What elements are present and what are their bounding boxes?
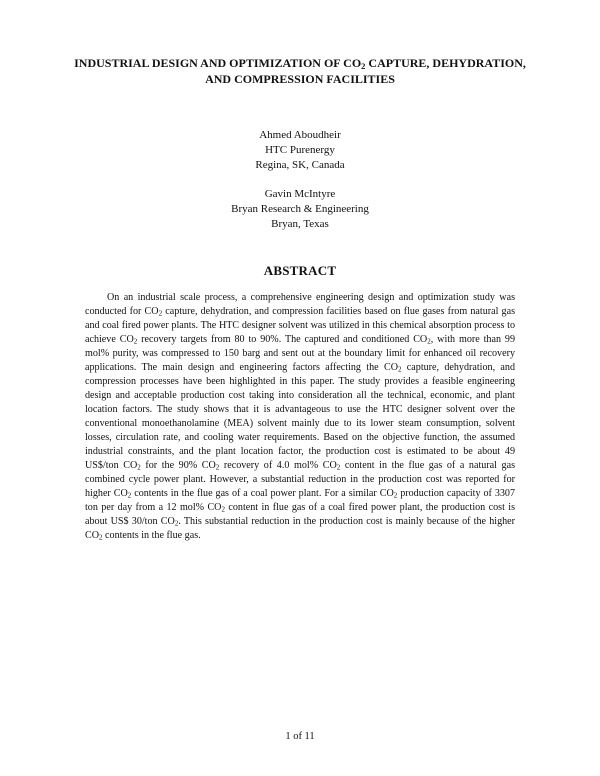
abstract-text: capture, dehydration, and compression processes have been highlighted in this paper. The study provides a feasible engineering design and acceptable production cost taking into consideration all the technical, economic, and plant location factors. The study shows that it is advantageous to use the HTC designer solvent over the conventional monoethanolamine (MEA) solvent mainly due to its lower steam consumption, solvent losses, circulation rate, and cooling water requirements. Based on the objective function, the assumed industrial constraints, and the plant location factor, the production cost is estimated to be about 49 US$/ton CO (85, 362, 515, 472)
subscript: 2 (336, 463, 341, 472)
abstract-text: On an industrial scale process, a comprehensive engineering design and optimization study was conducted for CO (85, 292, 515, 318)
subscript: 2 (158, 309, 163, 318)
abstract-text: , with more than 99 mol% purity, was compressed to 150 barg and sent out at the boundary limit for enhanced oil recovery applications. The main design and engineering factors affecting the CO (85, 334, 515, 374)
paper-title (60, 55, 540, 87)
author-affiliation: HTC Purenergy (265, 144, 335, 156)
subscript: 2 (397, 365, 402, 374)
author-name: Ahmed Aboudheir (259, 129, 341, 141)
page-number: 1 of 11 (285, 731, 315, 742)
subscript: 2 (99, 533, 103, 542)
subscript: 2 (215, 463, 220, 472)
subscript: 2 (393, 491, 398, 500)
abstract-text: . This substantial reduction in the production cost is mainly because of the higher CO (85, 516, 516, 542)
author-affiliation: Bryan Research & Engineering (231, 203, 369, 215)
subscript: 2 (133, 337, 138, 346)
abstract-text: contents in the flue gas. (102, 530, 201, 542)
subscript: 2 (427, 337, 431, 346)
abstract-text: capture, dehydration, and compression facilities based on flue gases from natural gas and coal fired power plants. The HTC designer solvent was utilized in this chemical absorption process to achieve CO (85, 306, 515, 346)
author-list (0, 128, 600, 246)
abstract-heading: ABSTRACT (263, 263, 337, 278)
subscript: 2 (221, 505, 225, 514)
abstract-body (85, 291, 515, 543)
subscript: 2 (137, 463, 141, 472)
abstract-text: production capacity of 3307 ton per day from a 12 mol% CO (85, 488, 516, 514)
abstract-text: content in the flue gas of a natural gas combined cycle power plant. However, a substantial reduction in the production cost was reported for higher CO (85, 460, 515, 500)
author-block (0, 187, 600, 232)
abstract-text: contents in the flue gas of a coal power plant. For a similar CO (131, 488, 394, 500)
abstract-text: recovery of 4.0 mol% CO (219, 460, 337, 472)
abstract-text: for the 90% CO (140, 460, 216, 472)
title-text: INDUSTRIAL DESIGN AND OPTIMIZATION OF CO (74, 56, 362, 70)
subscript: 2 (174, 519, 179, 528)
author-location: Regina, SK, Canada (255, 159, 345, 171)
author-block (0, 128, 600, 173)
author-location: Bryan, Texas (271, 218, 329, 230)
title-text-continued: CAPTURE, DEHYDRATION, AND COMPRESSION FACILITIES (205, 56, 526, 86)
title-subscript: 2 (361, 61, 366, 71)
subscript: 2 (127, 491, 132, 500)
abstract-text: recovery targets from 80 to 90%. The captured and conditioned CO (137, 334, 428, 346)
author-name: Gavin McIntyre (264, 188, 336, 200)
abstract-text: content in flue gas of a coal fired power plant, the production cost is about US$ 30/ton CO (85, 502, 515, 528)
